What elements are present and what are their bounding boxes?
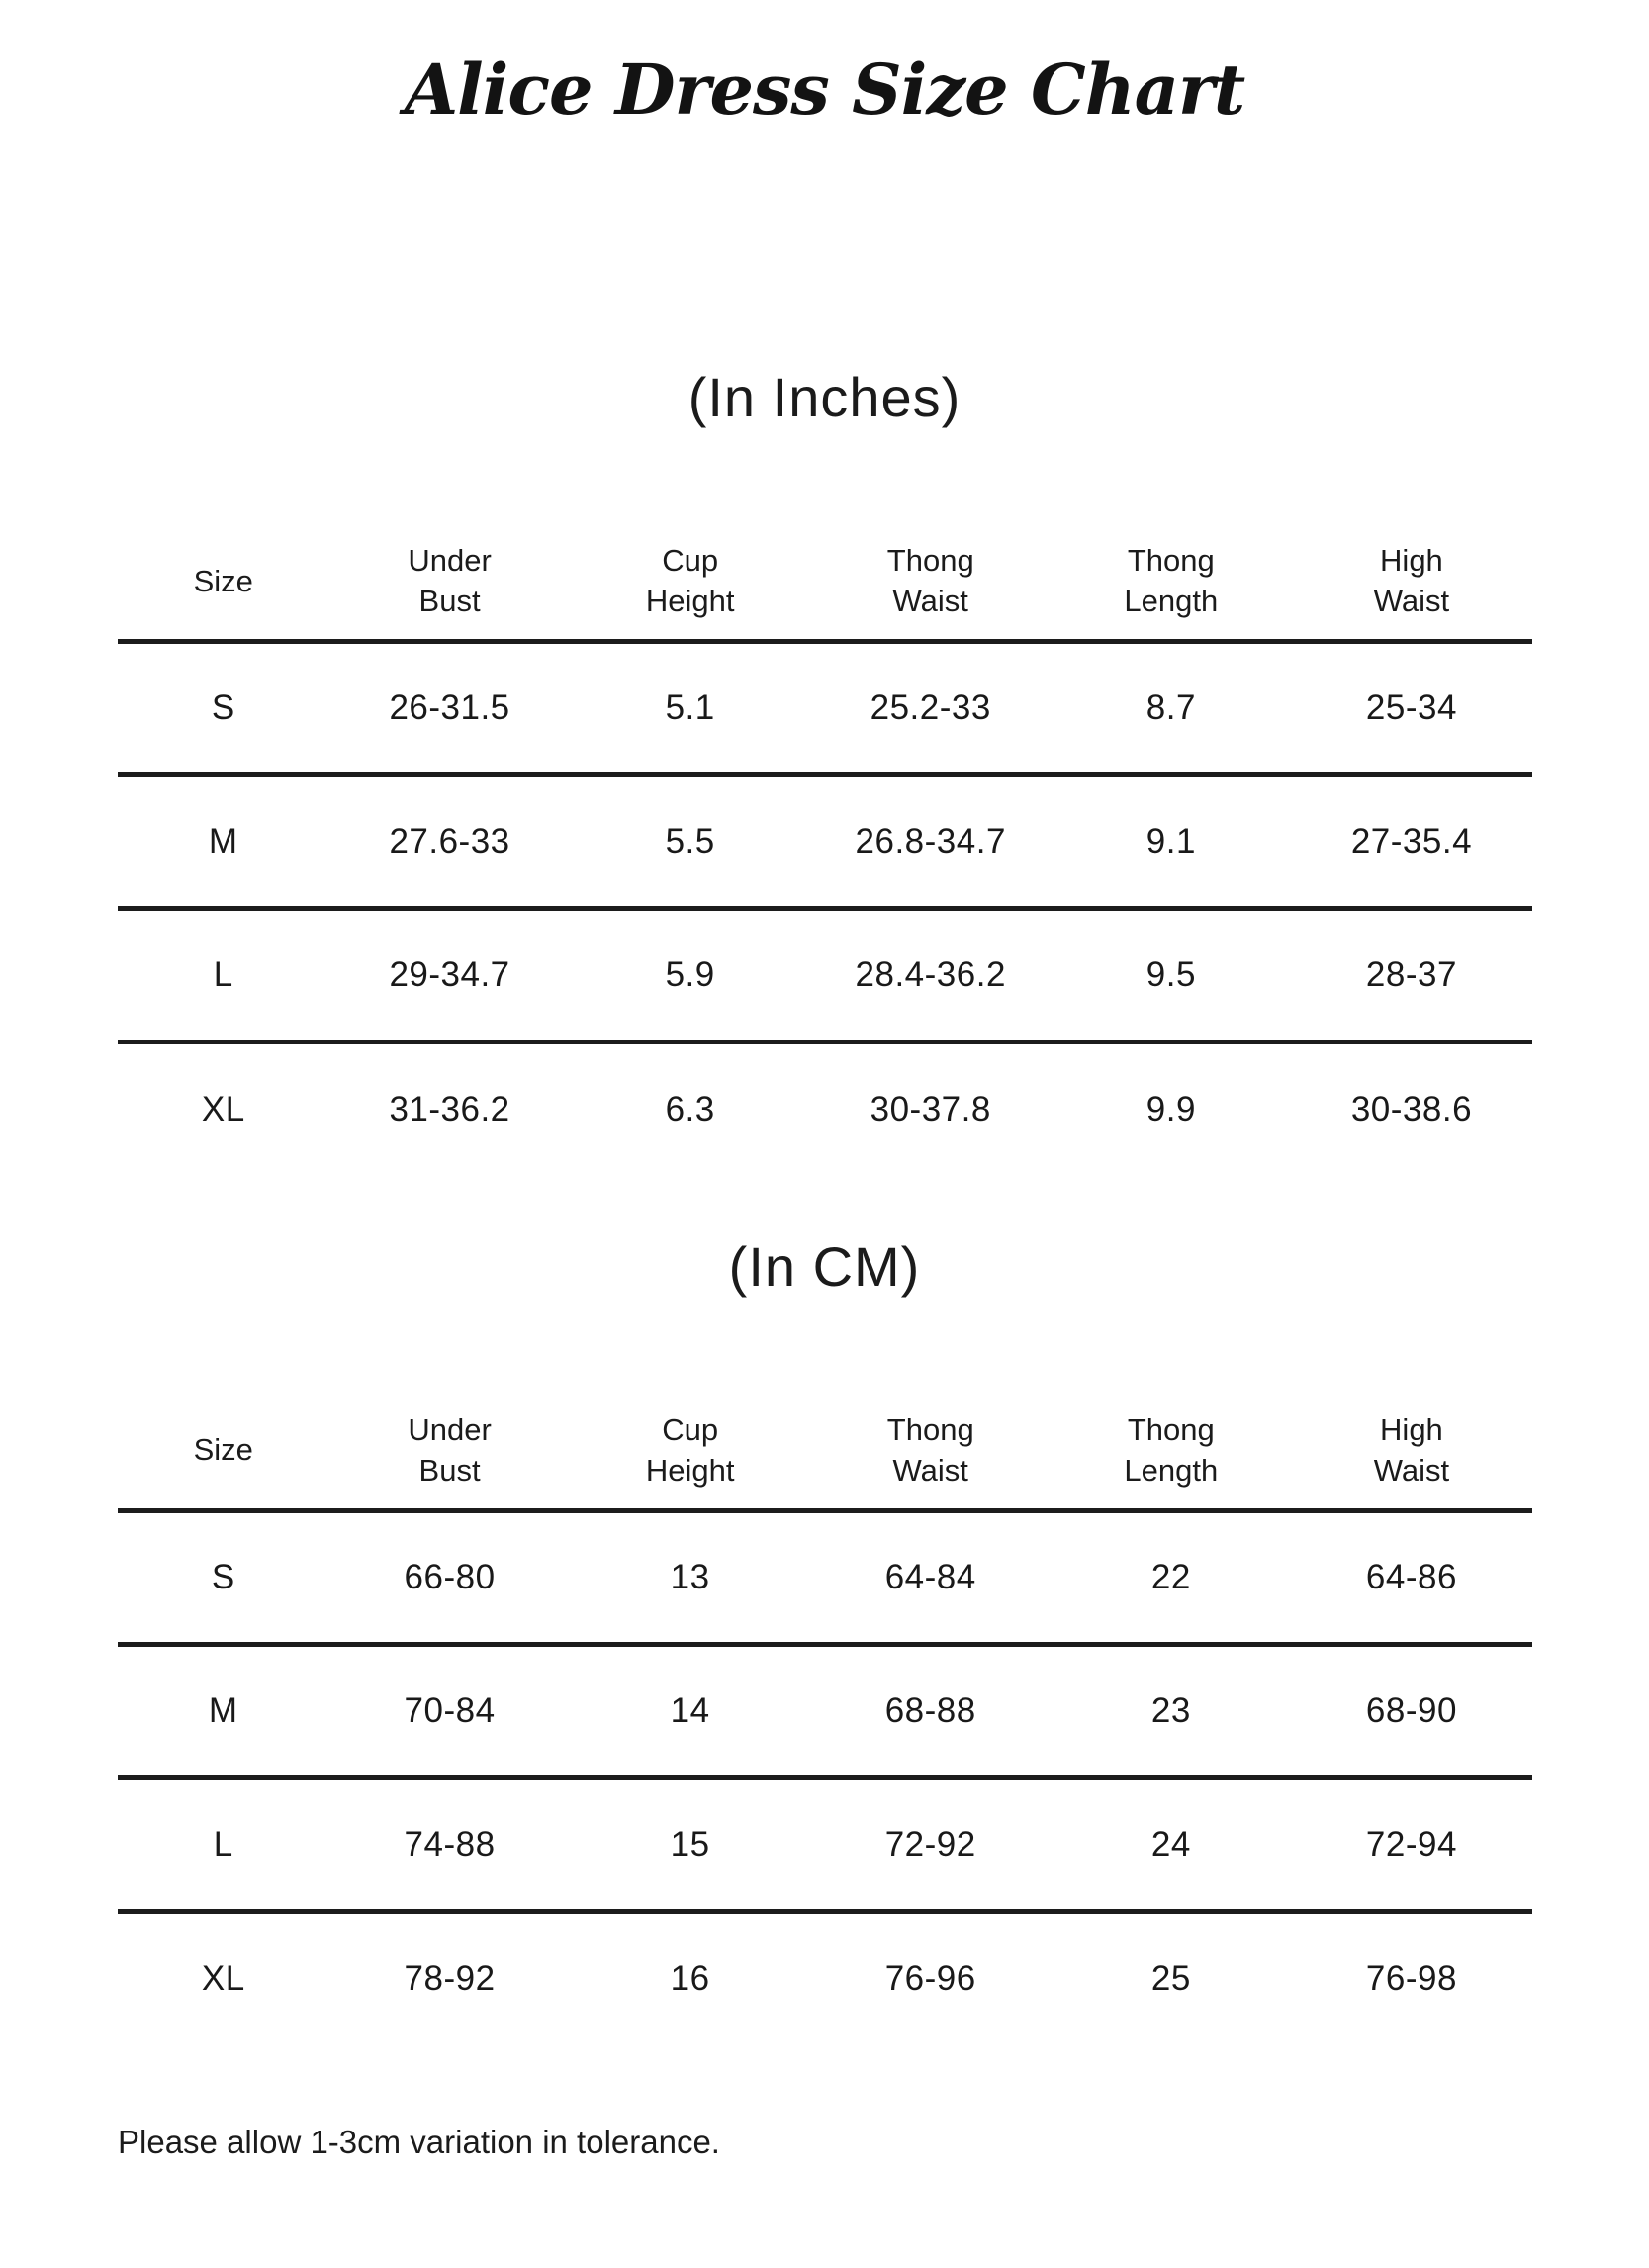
inches-section-label: (In Inches) bbox=[687, 366, 962, 428]
header-line: Thong bbox=[1127, 1411, 1215, 1447]
table-cell: 16 bbox=[670, 1958, 710, 1998]
table-cell: 27.6-33 bbox=[389, 822, 510, 861]
cm-table-header bbox=[118, 1374, 1532, 1511]
header-line: Height bbox=[645, 1452, 735, 1488]
size-row-l bbox=[118, 1777, 1532, 1911]
page-title: Alice Dress Size Chart bbox=[404, 48, 1245, 131]
tolerance-note: Please allow 1-3cm variation in tolerance. bbox=[118, 2124, 720, 2160]
column-header-under-bust bbox=[329, 1374, 570, 1511]
column-header-thong-length bbox=[1051, 504, 1291, 642]
table-cell: 25 bbox=[1150, 1958, 1191, 1998]
table-cell: 76-96 bbox=[884, 1958, 976, 1998]
header-line: Thong bbox=[1127, 543, 1215, 578]
column-header-high-waist bbox=[1291, 504, 1531, 642]
column-header-thong-waist bbox=[810, 1374, 1051, 1511]
column-header-size bbox=[118, 504, 330, 642]
header-line: Waist bbox=[1373, 1452, 1450, 1488]
table-cell: 23 bbox=[1150, 1690, 1191, 1730]
size-row-m bbox=[118, 1644, 1532, 1777]
cm-table-body bbox=[118, 1510, 1532, 2044]
inches-section bbox=[0, 364, 1649, 1176]
table-cell: 29-34.7 bbox=[389, 955, 510, 994]
table-cell: 68-90 bbox=[1365, 1690, 1457, 1730]
inches-table-body bbox=[118, 642, 1532, 1176]
header-line: Length bbox=[1124, 1452, 1219, 1488]
cm-section-label: (In CM) bbox=[728, 1234, 921, 1298]
cm-size-table bbox=[118, 1374, 1532, 2045]
table-cell: 9.9 bbox=[1145, 1090, 1196, 1130]
size-row-m bbox=[118, 775, 1532, 909]
table-cell: L bbox=[213, 955, 233, 994]
table-cell: 78-92 bbox=[404, 1958, 496, 1998]
table-cell: 74-88 bbox=[404, 1824, 496, 1863]
header-line: Bust bbox=[418, 1452, 481, 1488]
table-cell: 64-84 bbox=[884, 1557, 976, 1596]
table-cell: 15 bbox=[670, 1824, 710, 1863]
header-line: Waist bbox=[892, 584, 968, 618]
table-cell: 24 bbox=[1150, 1824, 1191, 1863]
header-line: Waist bbox=[1373, 584, 1450, 618]
table-cell: XL bbox=[201, 1958, 245, 1998]
header-line: Under bbox=[408, 543, 492, 578]
table-cell: 9.1 bbox=[1145, 822, 1196, 861]
table-cell: 22 bbox=[1150, 1557, 1191, 1596]
table-cell: M bbox=[208, 822, 238, 861]
table-cell: 30-37.8 bbox=[870, 1090, 991, 1130]
table-cell: S bbox=[211, 688, 235, 727]
table-cell: 66-80 bbox=[404, 1557, 496, 1596]
table-cell: XL bbox=[201, 1090, 245, 1130]
table-cell: 6.3 bbox=[665, 1090, 715, 1130]
table-cell: S bbox=[211, 1557, 235, 1596]
table-cell: 13 bbox=[670, 1557, 710, 1596]
table-cell: 14 bbox=[670, 1690, 710, 1730]
header-line: Under bbox=[408, 1411, 492, 1447]
table-cell: 30-38.6 bbox=[1350, 1090, 1473, 1130]
table-cell: M bbox=[208, 1690, 238, 1730]
table-cell: 8.7 bbox=[1145, 688, 1196, 727]
table-cell: L bbox=[213, 1824, 233, 1863]
table-cell: 26-31.5 bbox=[389, 688, 510, 727]
header-line: High bbox=[1380, 1411, 1443, 1447]
column-header-thong-waist bbox=[810, 504, 1051, 642]
inches-size-table bbox=[118, 504, 1532, 1176]
header-line: Thong bbox=[886, 543, 974, 578]
table-cell: 27-35.4 bbox=[1350, 822, 1473, 861]
header-line: Cup bbox=[662, 1411, 719, 1447]
table-cell: 25-34 bbox=[1365, 688, 1457, 727]
header-line: Height bbox=[645, 584, 735, 618]
table-cell: 72-92 bbox=[884, 1824, 976, 1863]
table-cell: 9.5 bbox=[1145, 955, 1196, 994]
table-cell: 64-86 bbox=[1365, 1557, 1457, 1596]
header-line: Waist bbox=[892, 1452, 968, 1488]
size-row-l bbox=[118, 909, 1532, 1043]
header-line: High bbox=[1380, 543, 1443, 578]
size-row-s bbox=[118, 1510, 1532, 1644]
table-cell: 70-84 bbox=[404, 1690, 496, 1730]
table-cell: 26.8-34.7 bbox=[855, 822, 1006, 861]
table-cell: 28.4-36.2 bbox=[855, 955, 1006, 994]
header-row bbox=[118, 1374, 1532, 1511]
column-header-high-waist bbox=[1291, 1374, 1531, 1511]
column-header-cup-height bbox=[570, 1374, 810, 1511]
column-header-cup-height bbox=[570, 504, 810, 642]
column-header-size bbox=[118, 1374, 330, 1511]
column-header-thong-length bbox=[1051, 1374, 1291, 1511]
header-line: Size bbox=[193, 563, 253, 598]
table-cell: 5.9 bbox=[665, 955, 715, 994]
header-line: Bust bbox=[418, 584, 481, 618]
table-cell: 31-36.2 bbox=[389, 1090, 510, 1130]
table-cell: 5.1 bbox=[665, 688, 715, 727]
header-line: Cup bbox=[662, 543, 719, 578]
inches-table-header bbox=[118, 504, 1532, 642]
size-row-xl bbox=[118, 1043, 1532, 1176]
header-line: Thong bbox=[886, 1411, 974, 1447]
header-row bbox=[118, 504, 1532, 642]
column-header-under-bust bbox=[329, 504, 570, 642]
header-line: Length bbox=[1124, 584, 1219, 618]
table-cell: 76-98 bbox=[1365, 1958, 1457, 1998]
table-cell: 5.5 bbox=[665, 822, 715, 861]
size-row-s bbox=[118, 642, 1532, 775]
table-cell: 72-94 bbox=[1365, 1824, 1457, 1863]
table-cell: 68-88 bbox=[884, 1690, 976, 1730]
size-row-xl bbox=[118, 1911, 1532, 2044]
table-cell: 25.2-33 bbox=[870, 688, 991, 727]
cm-section bbox=[0, 1233, 1649, 2045]
table-cell: 28-37 bbox=[1365, 955, 1457, 994]
header-line: Size bbox=[193, 1432, 253, 1467]
